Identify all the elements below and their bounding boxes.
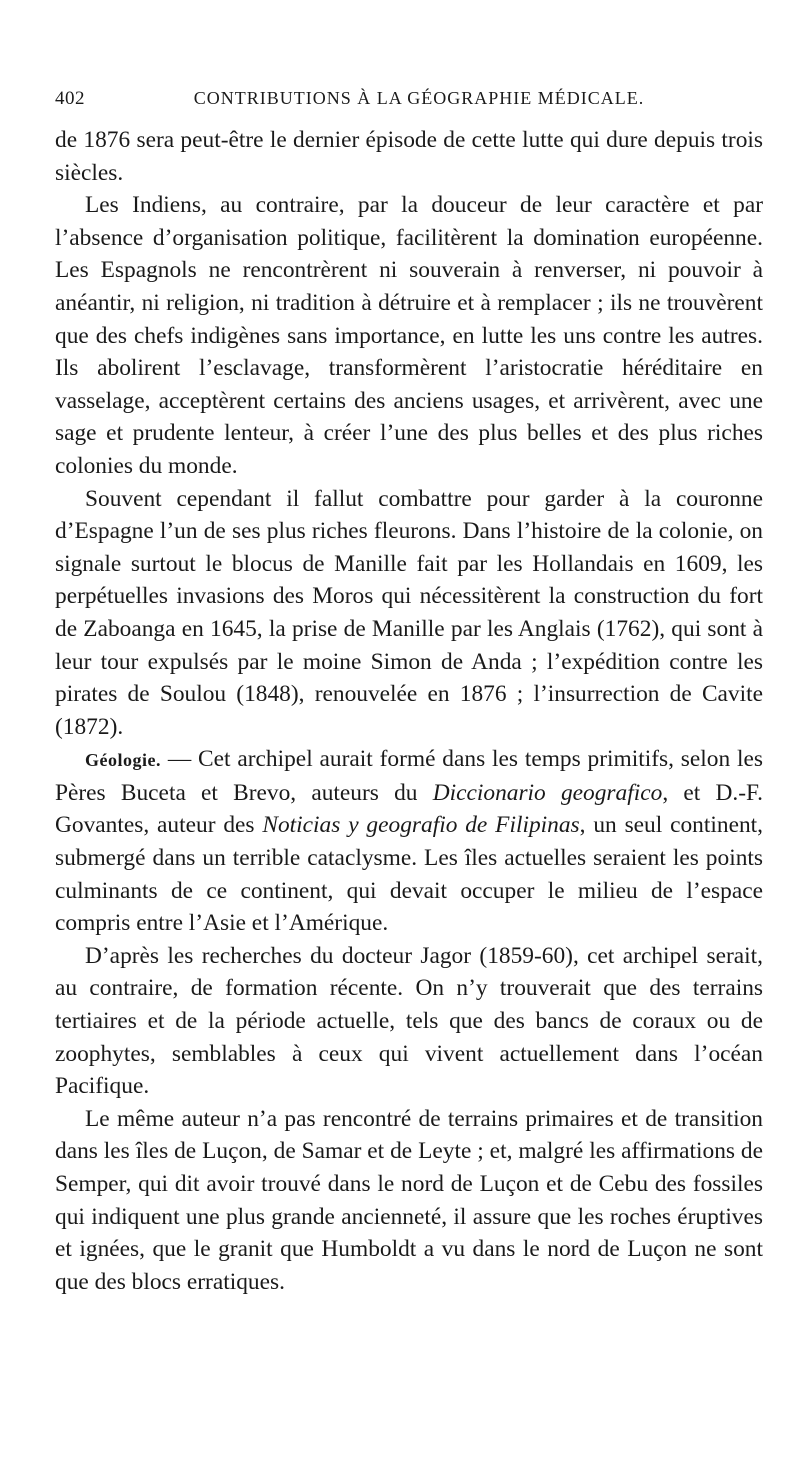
section-heading-geologie: Géologie.	[85, 750, 161, 771]
geologie-text-1: — Cet archipel aurait formé dans les temps primitifs, selon les Pères Buceta et Brevo, auteurs du	[55, 746, 763, 806]
paragraph-geologie	[55, 743, 763, 940]
page-header	[55, 88, 763, 110]
book-page	[55, 88, 763, 1298]
paragraph-2: Les Indiens, au contraire, par la douceur de leur caractère et par l’absence d’organisation politique, facilitèrent la domination européenne. Les Espagnols ne rencontrèrent ni souverain à renverser, ni pouvoir à anéantir, ni religion, ni tradition à détruire et à remplacer ; ils ne trouvèrent que des chefs indigènes sans importance, en lutte les uns contre les autres. Ils abolirent l’esclavage, transformèrent l’aristocratie héréditaire en vasselage, acceptèrent certains des anciens usages, et arrivèrent, avec une sage et prudente lenteur, à créer l’une des plus belles et des plus riches colonies du monde.	[55, 192, 763, 479]
paragraph-1: de 1876 sera peut-être le dernier épisode de cette lutte qui dure depuis trois siècles.	[55, 127, 763, 186]
body-text	[55, 124, 763, 1298]
running-title: CONTRIBUTIONS À LA GÉOGRAPHIE MÉDICALE.	[193, 88, 645, 108]
book-title-diccionario: Diccionario geografico	[432, 779, 663, 806]
paragraph-3: Souvent cependant il fallut combattre pour garder à la couronne d’Espagne l’un de ses plus riches fleurons. Dans l’histoire de la colonie, on signale surtout le blocus de Manille fait par les Hollandais en 1609, les perpétuelles invasions des Moros qui nécessitèrent la construction du fort de Zaboanga en 1645, la prise de Manille par les Anglais (1762), qui sont à leur tour expulsés par le moine Simon de Anda ; l’expédition contre les pirates de Soulou (1848), renouvelée en 1876 ; l’insurrection de Cavite (1872).	[55, 485, 763, 740]
book-title-noticias: Noticias y geografio de Filipinas	[262, 812, 580, 839]
paragraph-5: D’après les recherches du docteur Jagor (1859-60), cet archipel serait, au contraire, de formation récente. On n’y trouverait que des terrains tertiaires et de la période actuelle, tels que des bancs de coraux ou de zoophytes, semblables à ceux qui vivent actuellement dans l’océan Pacifique.	[55, 942, 763, 1100]
geologie-text-3: , un seul continent, submergé dans un terrible cataclysme. Les îles actuelles seraient les points culminants de ce continent, qui devait occuper le milieu de l’espace compris entre l’Asie et l’Amérique.	[55, 812, 763, 937]
geologie-text-2: , et D.-F. Govantes, auteur des	[55, 779, 763, 839]
paragraph-6: Le même auteur n’a pas rencontré de terrains primaires et de transition dans les îles de Luçon, de Samar et de Leyte ; et, malgré les affirmations de Semper, qui dit avoir trouvé dans le nord de Luçon et de Cebu des fossiles qui indiquent une plus grande ancienneté, il assure que les roches éruptives et ignées, que le granit que Humboldt a vu dans le nord de Luçon ne sont que des blocs erratiques.	[55, 1105, 763, 1295]
page-number: 402	[55, 88, 85, 109]
